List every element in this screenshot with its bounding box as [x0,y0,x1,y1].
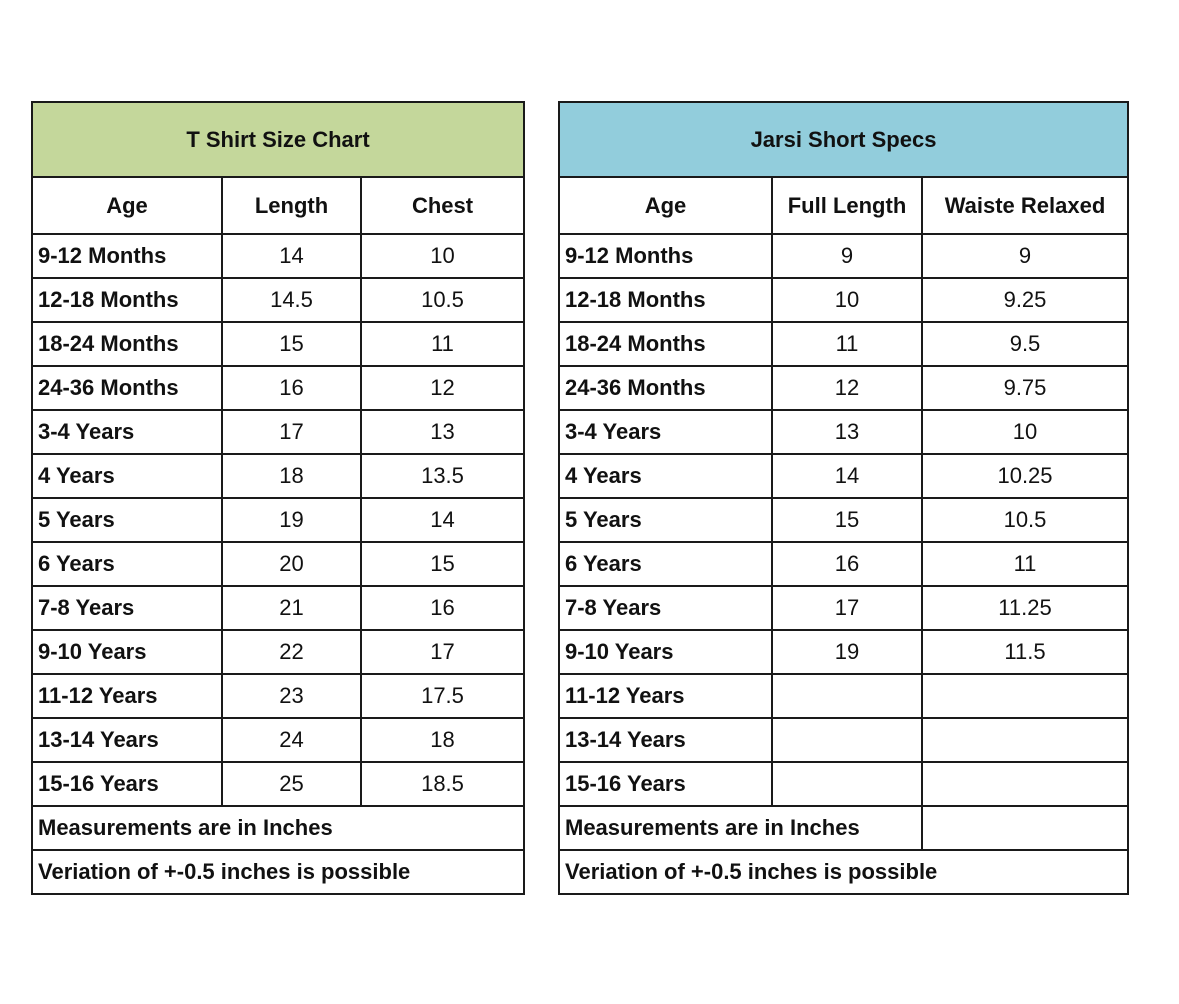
age-cell: 5 Years [32,498,222,542]
tshirt-table-title: T Shirt Size Chart [32,102,524,177]
variation-note: Veriation of +-0.5 inches is possible [32,850,524,894]
note-row [32,806,524,850]
measurement-unit-note: Measurements are in Inches [32,806,524,850]
table-row [559,498,1128,542]
measurement-cell [922,674,1128,718]
measurement-cell: 14 [361,498,524,542]
table-row [559,322,1128,366]
table-row [559,586,1128,630]
table-row [559,718,1128,762]
age-cell: 5 Years [559,498,772,542]
note-row [559,850,1128,894]
measurement-cell: 16 [361,586,524,630]
age-cell: 9-10 Years [559,630,772,674]
measurement-cell: 17 [361,630,524,674]
measurement-cell: 9.75 [922,366,1128,410]
table-row [559,630,1128,674]
measurement-cell: 19 [772,630,922,674]
age-cell: 24-36 Months [559,366,772,410]
column-header-waiste-relaxed: Waiste Relaxed [922,177,1128,234]
jarsi-table-title: Jarsi Short Specs [559,102,1128,177]
column-header-age: Age [559,177,772,234]
measurement-cell: 19 [222,498,361,542]
measurement-cell: 11 [361,322,524,366]
measurement-cell: 13.5 [361,454,524,498]
age-cell: 7-8 Years [559,586,772,630]
measurement-cell: 17 [222,410,361,454]
age-cell: 9-12 Months [32,234,222,278]
age-cell: 9-10 Years [32,630,222,674]
measurement-cell: 10 [922,410,1128,454]
table-row [559,762,1128,806]
table-row [559,454,1128,498]
measurement-cell: 23 [222,674,361,718]
measurement-cell: 10.5 [922,498,1128,542]
tshirt-table-body [32,102,524,894]
age-cell: 15-16 Years [559,762,772,806]
column-header-chest: Chest [361,177,524,234]
measurement-cell: 10 [361,234,524,278]
measurement-cell: 12 [772,366,922,410]
measurement-cell: 20 [222,542,361,586]
table-row [32,718,524,762]
age-cell: 3-4 Years [32,410,222,454]
table-row [559,366,1128,410]
measurement-cell: 13 [772,410,922,454]
age-cell: 6 Years [32,542,222,586]
measurement-cell: 14 [772,454,922,498]
tshirt-title-row [32,102,524,177]
age-cell: 13-14 Years [559,718,772,762]
column-header-full-length: Full Length [772,177,922,234]
column-header-length: Length [222,177,361,234]
table-row [32,454,524,498]
measurement-cell: 14 [222,234,361,278]
tshirt-size-table [31,101,525,895]
measurement-cell: 18 [361,718,524,762]
age-cell: 18-24 Months [559,322,772,366]
tshirt-header-row [32,177,524,234]
measurement-cell: 17 [772,586,922,630]
measurement-cell: 9.5 [922,322,1128,366]
age-cell: 3-4 Years [559,410,772,454]
measurement-cell: 11.5 [922,630,1128,674]
measurement-cell: 15 [222,322,361,366]
measurement-cell [922,718,1128,762]
measurement-cell [922,762,1128,806]
jarsi-header-row [559,177,1128,234]
jarsi-short-specs-table [558,101,1129,895]
measurement-cell: 18.5 [361,762,524,806]
table-row [32,674,524,718]
measurement-cell: 10 [772,278,922,322]
measurement-cell: 16 [772,542,922,586]
measurement-cell: 25 [222,762,361,806]
table-row [559,234,1128,278]
age-cell: 7-8 Years [32,586,222,630]
age-cell: 11-12 Years [559,674,772,718]
measurement-unit-note: Measurements are in Inches [559,806,922,850]
jarsi-title-row [559,102,1128,177]
table-row [32,366,524,410]
measurement-cell: 15 [772,498,922,542]
measurement-cell: 13 [361,410,524,454]
table-row [32,498,524,542]
measurement-cell: 11 [772,322,922,366]
measurement-cell: 11 [922,542,1128,586]
measurement-cell: 10.25 [922,454,1128,498]
measurement-cell: 21 [222,586,361,630]
age-cell: 11-12 Years [32,674,222,718]
age-cell: 13-14 Years [32,718,222,762]
measurement-cell: 11.25 [922,586,1128,630]
measurement-cell: 24 [222,718,361,762]
measurement-cell: 22 [222,630,361,674]
table-row [32,322,524,366]
table-row [559,674,1128,718]
measurement-cell: 9 [772,234,922,278]
measurement-cell: 18 [222,454,361,498]
table-row [32,630,524,674]
age-cell: 6 Years [559,542,772,586]
measurement-cell [772,674,922,718]
age-cell: 12-18 Months [559,278,772,322]
age-cell: 4 Years [32,454,222,498]
table-row [32,586,524,630]
measurement-cell [772,762,922,806]
age-cell: 9-12 Months [559,234,772,278]
measurement-cell: 12 [361,366,524,410]
measurement-cell: 17.5 [361,674,524,718]
table-row [32,278,524,322]
age-cell: 15-16 Years [32,762,222,806]
note-row [559,806,1128,850]
age-cell: 24-36 Months [32,366,222,410]
measurement-cell: 15 [361,542,524,586]
variation-note: Veriation of +-0.5 inches is possible [559,850,1128,894]
table-row [32,762,524,806]
measurement-cell: 9 [922,234,1128,278]
table-row [32,542,524,586]
column-header-age: Age [32,177,222,234]
table-row [32,410,524,454]
measurement-cell: 9.25 [922,278,1128,322]
note-row [32,850,524,894]
age-cell: 12-18 Months [32,278,222,322]
age-cell: 4 Years [559,454,772,498]
measurement-cell: 14.5 [222,278,361,322]
measurement-cell: 16 [222,366,361,410]
age-cell: 18-24 Months [32,322,222,366]
jarsi-table-body [559,102,1128,894]
measurement-cell [772,718,922,762]
table-row [559,410,1128,454]
table-row [559,542,1128,586]
table-row [559,278,1128,322]
measurement-cell: 10.5 [361,278,524,322]
empty-cell [922,806,1128,850]
table-row [32,234,524,278]
